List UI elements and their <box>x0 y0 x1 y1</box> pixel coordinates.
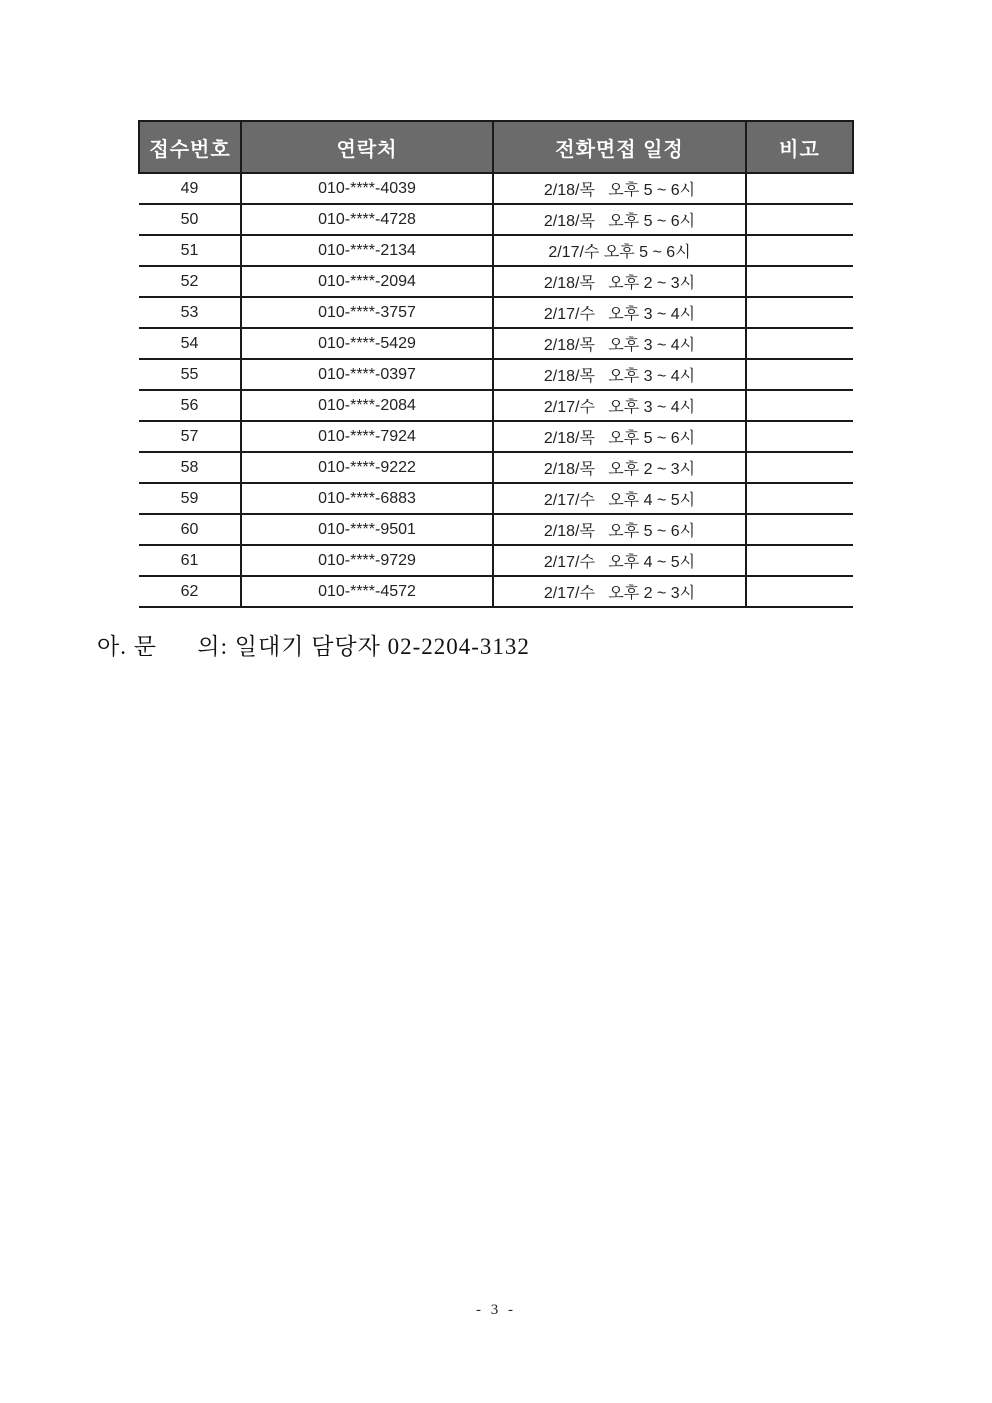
cell-remarks <box>746 328 853 359</box>
table-row <box>139 235 853 266</box>
cell-phone: 010-****-4728 <box>241 204 493 235</box>
cell-remarks <box>746 452 853 483</box>
table-row <box>139 204 853 235</box>
cell-remarks <box>746 514 853 545</box>
cell-schedule: 2/18/목 오후 5 ~ 6시 <box>493 421 746 452</box>
table-row <box>139 514 853 545</box>
cell-remarks <box>746 173 853 204</box>
cell-schedule: 2/17/수 오후 4 ~ 5시 <box>493 545 746 576</box>
cell-receipt-no: 56 <box>139 390 241 421</box>
cell-receipt-no: 60 <box>139 514 241 545</box>
col-header-remarks: 비고 <box>746 121 853 173</box>
cell-receipt-no: 57 <box>139 421 241 452</box>
cell-schedule: 2/18/목 오후 2 ~ 3시 <box>493 266 746 297</box>
col-header-interview-schedule: 전화면접 일정 <box>493 121 746 173</box>
cell-remarks <box>746 266 853 297</box>
table-row <box>139 421 853 452</box>
cell-phone: 010-****-6883 <box>241 483 493 514</box>
cell-remarks <box>746 576 853 607</box>
cell-phone: 010-****-2084 <box>241 390 493 421</box>
cell-receipt-no: 62 <box>139 576 241 607</box>
cell-schedule: 2/18/목 오후 5 ~ 6시 <box>493 514 746 545</box>
cell-receipt-no: 59 <box>139 483 241 514</box>
col-header-contact: 연락처 <box>241 121 493 173</box>
cell-phone: 010-****-3757 <box>241 297 493 328</box>
table-row <box>139 359 853 390</box>
cell-receipt-no: 53 <box>139 297 241 328</box>
table-row <box>139 328 853 359</box>
table-row <box>139 545 853 576</box>
cell-phone: 010-****-9501 <box>241 514 493 545</box>
cell-schedule: 2/17/수 오후 2 ~ 3시 <box>493 576 746 607</box>
cell-remarks <box>746 297 853 328</box>
cell-schedule: 2/17/수 오후 3 ~ 4시 <box>493 390 746 421</box>
contact-info-line: 아. 문 의: 일대기 담당자 02-2204-3132 <box>97 634 530 659</box>
table-row <box>139 173 853 204</box>
cell-phone: 010-****-5429 <box>241 328 493 359</box>
cell-phone: 010-****-0397 <box>241 359 493 390</box>
col-header-receipt-no: 접수번호 <box>139 121 241 173</box>
cell-receipt-no: 51 <box>139 235 241 266</box>
cell-phone: 010-****-9222 <box>241 452 493 483</box>
cell-remarks <box>746 235 853 266</box>
cell-schedule: 2/17/수 오후 5 ~ 6시 <box>493 235 746 266</box>
table-row <box>139 483 853 514</box>
cell-schedule: 2/18/목 오후 5 ~ 6시 <box>493 173 746 204</box>
cell-schedule: 2/18/목 오후 3 ~ 4시 <box>493 359 746 390</box>
cell-remarks <box>746 421 853 452</box>
page-number: - 3 - <box>476 1302 516 1318</box>
cell-receipt-no: 61 <box>139 545 241 576</box>
cell-receipt-no: 54 <box>139 328 241 359</box>
table-row <box>139 266 853 297</box>
cell-receipt-no: 49 <box>139 173 241 204</box>
cell-remarks <box>746 390 853 421</box>
cell-phone: 010-****-4572 <box>241 576 493 607</box>
cell-phone: 010-****-7924 <box>241 421 493 452</box>
cell-receipt-no: 58 <box>139 452 241 483</box>
cell-remarks <box>746 483 853 514</box>
cell-receipt-no: 50 <box>139 204 241 235</box>
table-row <box>139 576 853 607</box>
table-row <box>139 297 853 328</box>
cell-phone: 010-****-2134 <box>241 235 493 266</box>
cell-phone: 010-****-9729 <box>241 545 493 576</box>
cell-schedule: 2/17/수 오후 4 ~ 5시 <box>493 483 746 514</box>
cell-phone: 010-****-4039 <box>241 173 493 204</box>
cell-remarks <box>746 204 853 235</box>
cell-schedule: 2/18/목 오후 5 ~ 6시 <box>493 204 746 235</box>
table-row <box>139 390 853 421</box>
cell-schedule: 2/17/수 오후 3 ~ 4시 <box>493 297 746 328</box>
cell-receipt-no: 55 <box>139 359 241 390</box>
cell-remarks <box>746 545 853 576</box>
cell-phone: 010-****-2094 <box>241 266 493 297</box>
table-row <box>139 452 853 483</box>
cell-schedule: 2/18/목 오후 2 ~ 3시 <box>493 452 746 483</box>
cell-receipt-no: 52 <box>139 266 241 297</box>
cell-schedule: 2/18/목 오후 3 ~ 4시 <box>493 328 746 359</box>
phone-interview-schedule-table <box>138 120 854 608</box>
cell-remarks <box>746 359 853 390</box>
table-header-row <box>139 121 853 173</box>
